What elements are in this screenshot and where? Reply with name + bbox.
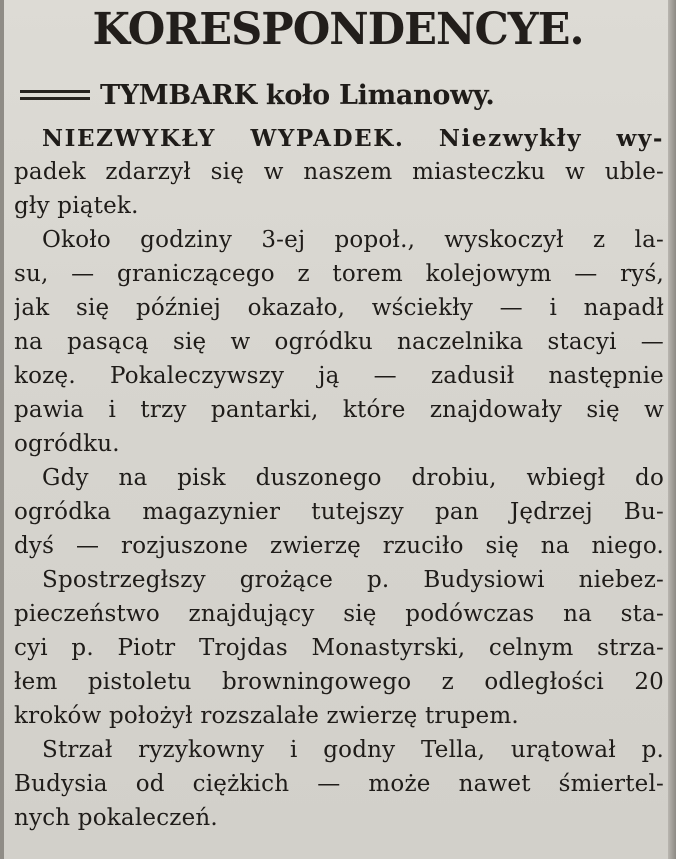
article-line: Około godziny 3-ej popoł., wyskoczył z la-: [42, 227, 664, 253]
article-line: padek zdarzył się w naszem miasteczku w uble-: [14, 159, 664, 185]
article-line: kroków położył rozszalałe zwierzę trupem.: [14, 703, 519, 729]
article-line: kozę. Pokaleczywszy ją — zadusił następnie: [14, 363, 664, 389]
article-line: Strzał ryzykowny i godny Tella, urątował p.: [42, 737, 664, 763]
article-line: jak się później okazało, wściekły — i napadł: [14, 295, 664, 321]
section-heading: KORESPONDENCYE.: [92, 4, 584, 55]
article-line: Budysia od ciężkich — może nawet śmiertel-: [14, 771, 664, 797]
article-line: Spostrzegłszy grożące p. Budysiowi niebez-: [42, 567, 664, 593]
article-line: su, — graniczącego z torem kolejowym — ryś,: [14, 261, 664, 287]
article-line: łem pistoletu browningowego z odległości 20: [14, 669, 664, 695]
dateline: [20, 77, 494, 115]
article-line: dyś — rozjuszone zwierzę rzuciło się na niego.: [14, 533, 664, 559]
article-line: ogródka magazynier tutejszy pan Jędrzej Bu-: [14, 499, 664, 525]
article-line: nych pokaleczeń.: [14, 805, 218, 831]
article-line: na pasącą się w ogródku naczelnika stacyi —: [14, 329, 664, 355]
article-line: ogródku.: [14, 431, 120, 457]
article-line: Gdy na pisk duszonego drobiu, wbiegł do: [42, 465, 664, 491]
article-line: pieczeństwo znajdujący się podówczas na sta-: [14, 601, 664, 627]
article-line: gły piątek.: [14, 193, 139, 219]
article-line: NIEZWYKŁY WYPADEK. Niezwykły wy-: [42, 125, 664, 152]
article-line: pawia i trzy pantarki, które znajdowały się w: [14, 397, 664, 423]
scan-edge-left: [0, 0, 4, 859]
article-line: cyi p. Piotr Trojdas Monastyrski, celnym strza-: [14, 635, 664, 661]
double-rule-ornament: [20, 87, 90, 103]
scan-edge-right: [668, 0, 676, 859]
dateline-text: TYMBARK koło Limanowy.: [100, 80, 495, 111]
